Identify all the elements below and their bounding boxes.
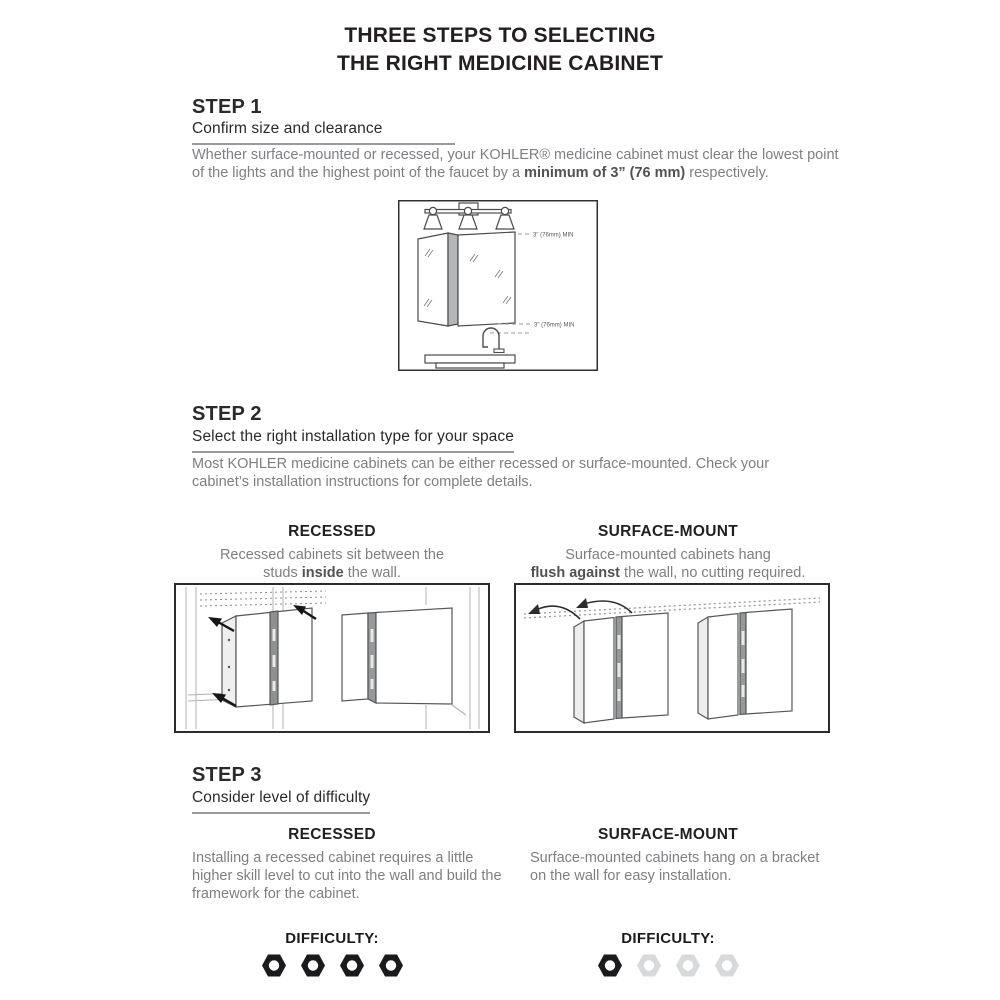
surface-difficulty bbox=[528, 930, 808, 978]
difficulty-nut-filled-icon bbox=[261, 953, 287, 978]
step2-title: STEP 2 bbox=[192, 403, 262, 425]
difficulty-nut-empty-icon bbox=[714, 953, 740, 978]
page-title-line1: THREE STEPS TO SELECTING bbox=[344, 24, 656, 47]
difficulty-nut-filled-icon bbox=[597, 953, 623, 978]
step1-paragraph-bold: minimum of 3” (76 mm) bbox=[524, 164, 686, 181]
clearance-diagram-svg bbox=[398, 200, 598, 371]
clearance-diagram bbox=[398, 200, 598, 376]
surface-cabinet-2 bbox=[698, 609, 792, 719]
framing-dotted-lines bbox=[200, 591, 326, 606]
step1-paragraph-pre: Whether surface-mounted or recessed, your KOHLER® medicine cabinet must clear the lowest point of the lights and the highest point of the faucet by a bbox=[192, 147, 839, 181]
step3-subtitle: Consider level of difficulty bbox=[192, 789, 370, 814]
step3-recessed-header: RECESSED bbox=[288, 826, 376, 843]
step2-subtitle: Select the right installation type for your space bbox=[192, 428, 514, 453]
step2-paragraph: Most KOHLER medicine cabinets can be either recessed or surface-mounted. Check your cabinet’s installation instructions for complete details. bbox=[192, 456, 770, 490]
step1-paragraph-post: respectively. bbox=[685, 164, 769, 181]
step2-surface-header: SURFACE-MOUNT bbox=[598, 523, 738, 540]
hang-arrows bbox=[528, 598, 632, 619]
page-title bbox=[0, 22, 1000, 78]
step2-recessed-line2-bold: inside bbox=[301, 565, 344, 581]
step1-paragraph bbox=[192, 147, 840, 182]
step2-surface-line1: Surface-mounted cabinets hang bbox=[565, 547, 771, 563]
recessed-illustration-svg bbox=[176, 585, 488, 731]
step1-subtitle: Confirm size and clearance bbox=[192, 120, 455, 145]
medicine-cabinet-icon bbox=[418, 232, 515, 326]
step2-surface-line2-post: the wall, no cutting required. bbox=[620, 565, 806, 581]
step3-recessed-text: Installing a recessed cabinet requires a little higher skill level to cut into the wall and build the framework for the cabinet. bbox=[192, 850, 502, 902]
difficulty-nut-filled-icon bbox=[378, 953, 404, 978]
top-clearance-label: 3" (76mm) MIN bbox=[533, 232, 574, 239]
recessed-difficulty-label: DIFFICULTY: bbox=[285, 930, 379, 947]
difficulty-nut-empty-icon bbox=[675, 953, 701, 978]
step3-surface-header: SURFACE-MOUNT bbox=[598, 826, 738, 843]
recessed-difficulty bbox=[192, 930, 472, 978]
step2-recessed-line2-pre: studs bbox=[263, 565, 302, 581]
bottom-clearance-label: 3" (76mm) MIN bbox=[534, 322, 575, 329]
step2-surface-text bbox=[518, 546, 818, 582]
step2-recessed-line2 bbox=[192, 564, 472, 582]
surface-mount-illustration-svg bbox=[516, 585, 828, 731]
recessed-difficulty-rating bbox=[192, 953, 472, 978]
recessed-illustration bbox=[174, 583, 490, 733]
step2-surface-line2 bbox=[518, 564, 818, 582]
step2-recessed-header: RECESSED bbox=[288, 523, 376, 540]
recessed-cabinet-inserting bbox=[222, 608, 312, 707]
step2-recessed-line2-post: the wall. bbox=[343, 565, 401, 581]
step2-recessed-text bbox=[192, 546, 472, 582]
page-title-line2: THE RIGHT MEDICINE CABINET bbox=[336, 52, 664, 75]
step2-surface-line2-bold: flush against bbox=[530, 565, 621, 581]
difficulty-nut-filled-icon bbox=[300, 953, 326, 978]
step1-title: STEP 1 bbox=[192, 96, 262, 118]
surface-mount-illustration bbox=[514, 583, 830, 733]
step2-recessed-line1: Recessed cabinets sit between the bbox=[219, 547, 445, 563]
surface-difficulty-rating bbox=[528, 953, 808, 978]
surface-difficulty-label: DIFFICULTY: bbox=[621, 930, 715, 947]
recessed-cabinet-finished bbox=[342, 608, 466, 715]
step3-title: STEP 3 bbox=[192, 764, 262, 786]
step3-surface-text: Surface-mounted cabinets hang on a bracket on the wall for easy installation. bbox=[530, 850, 820, 884]
surface-cabinet-1 bbox=[574, 613, 668, 723]
difficulty-nut-filled-icon bbox=[339, 953, 365, 978]
difficulty-nut-empty-icon bbox=[636, 953, 662, 978]
